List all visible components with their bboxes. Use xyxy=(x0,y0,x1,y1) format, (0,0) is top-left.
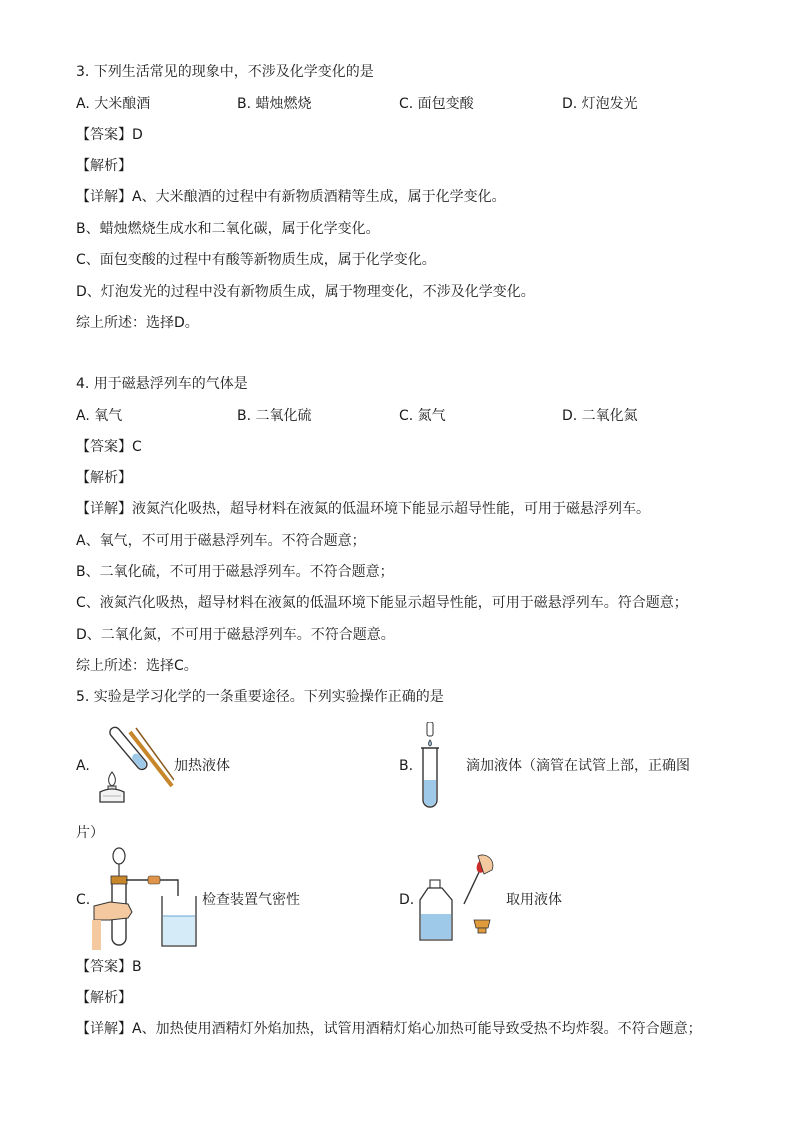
q5-option-d-caption: 取用液体 xyxy=(506,892,562,908)
q3-answer: 【答案】D xyxy=(76,127,143,143)
q3-option-d: D. 灯泡发光 xyxy=(562,96,638,112)
q5-option-c-letter: C. xyxy=(76,892,91,908)
q5-option-a-caption: 加热液体 xyxy=(174,758,230,774)
q5-option-d-letter: D. xyxy=(399,892,415,908)
q4-option-d: D. 二氧化氮 xyxy=(562,408,638,424)
q4-option-c: C. 氮气 xyxy=(399,408,446,424)
q4-detail-line: D、二氧化氮，不可用于磁悬浮列车。不符合题意。 xyxy=(76,627,395,643)
q5-option-b-caption-cont: 片） xyxy=(76,825,104,841)
q4-detail-line: A、氧气，不可用于磁悬浮列车。不符合题意； xyxy=(76,533,366,549)
q5-answer: 【答案】B xyxy=(76,959,142,975)
heating-liquid-figure xyxy=(92,718,174,804)
q3-stem: 3. 下列生活常见的现象中，不涉及化学变化的是 xyxy=(76,64,374,80)
q5-stem: 5. 实验是学习化学的一条重要途径。下列实验操作正确的是 xyxy=(76,689,444,705)
q3-detail-line: C、面包变酸的过程中有酸等新物质生成，属于化学变化。 xyxy=(76,252,436,268)
q3-detail-line: D、灯泡发光的过程中没有新物质生成，属于物理变化，不涉及化学变化。 xyxy=(76,284,535,300)
q3-option-b: B. 蜡烛燃烧 xyxy=(237,96,312,112)
q5-option-a-letter: A. xyxy=(76,758,90,774)
q4-detail-line: B、二氧化硫，不可用于磁悬浮列车。不符合题意； xyxy=(76,564,394,580)
q5-detail-line: 【详解】A、加热使用酒精灯外焰加热，试管用酒精灯焰心加热可能导致受热不均炸裂。不符合题意； xyxy=(76,1021,702,1037)
q5-analysis-heading: 【解析】 xyxy=(76,990,132,1006)
dropping-liquid-figure xyxy=(416,722,444,808)
q3-option-a: A. 大米酿酒 xyxy=(76,96,151,112)
q4-stem: 4. 用于磁悬浮列车的气体是 xyxy=(76,376,248,392)
q3-analysis-heading: 【解析】 xyxy=(76,158,132,174)
q4-analysis-heading: 【解析】 xyxy=(76,470,132,486)
q4-option-a: A. 氧气 xyxy=(76,408,123,424)
q4-detail-line: C、液氮汽化吸热，超导材料在液氮的低温环境下能显示超导性能，可用于磁悬浮列车。符合题意； xyxy=(76,595,688,611)
q3-detail-line: B、蜡烛燃烧生成水和二氧化碳，属于化学变化。 xyxy=(76,221,380,237)
q3-option-c: C. 面包变酸 xyxy=(399,96,474,112)
q3-detail-line: 【详解】A、大米酿酒的过程中有新物质酒精等生成，属于化学变化。 xyxy=(76,189,506,205)
q5-option-c-caption: 检查装置气密性 xyxy=(202,892,300,908)
q4-detail-line: 【详解】液氮汽化吸热，超导材料在液氮的低温环境下能显示超导性能，可用于磁悬浮列车。 xyxy=(76,501,650,517)
q4-answer: 【答案】C xyxy=(76,439,142,455)
q4-summary: 综上所述：选择C。 xyxy=(76,658,198,674)
q3-summary: 综上所述：选择D。 xyxy=(76,315,199,331)
q5-option-b-letter: B. xyxy=(399,758,414,774)
q5-option-b-caption: 滴加液体（滴管在试管上部，正确图 xyxy=(466,758,690,774)
q4-option-b: B. 二氧化硫 xyxy=(237,408,312,424)
airtightness-check-figure xyxy=(92,846,202,952)
taking-liquid-figure xyxy=(418,854,502,944)
